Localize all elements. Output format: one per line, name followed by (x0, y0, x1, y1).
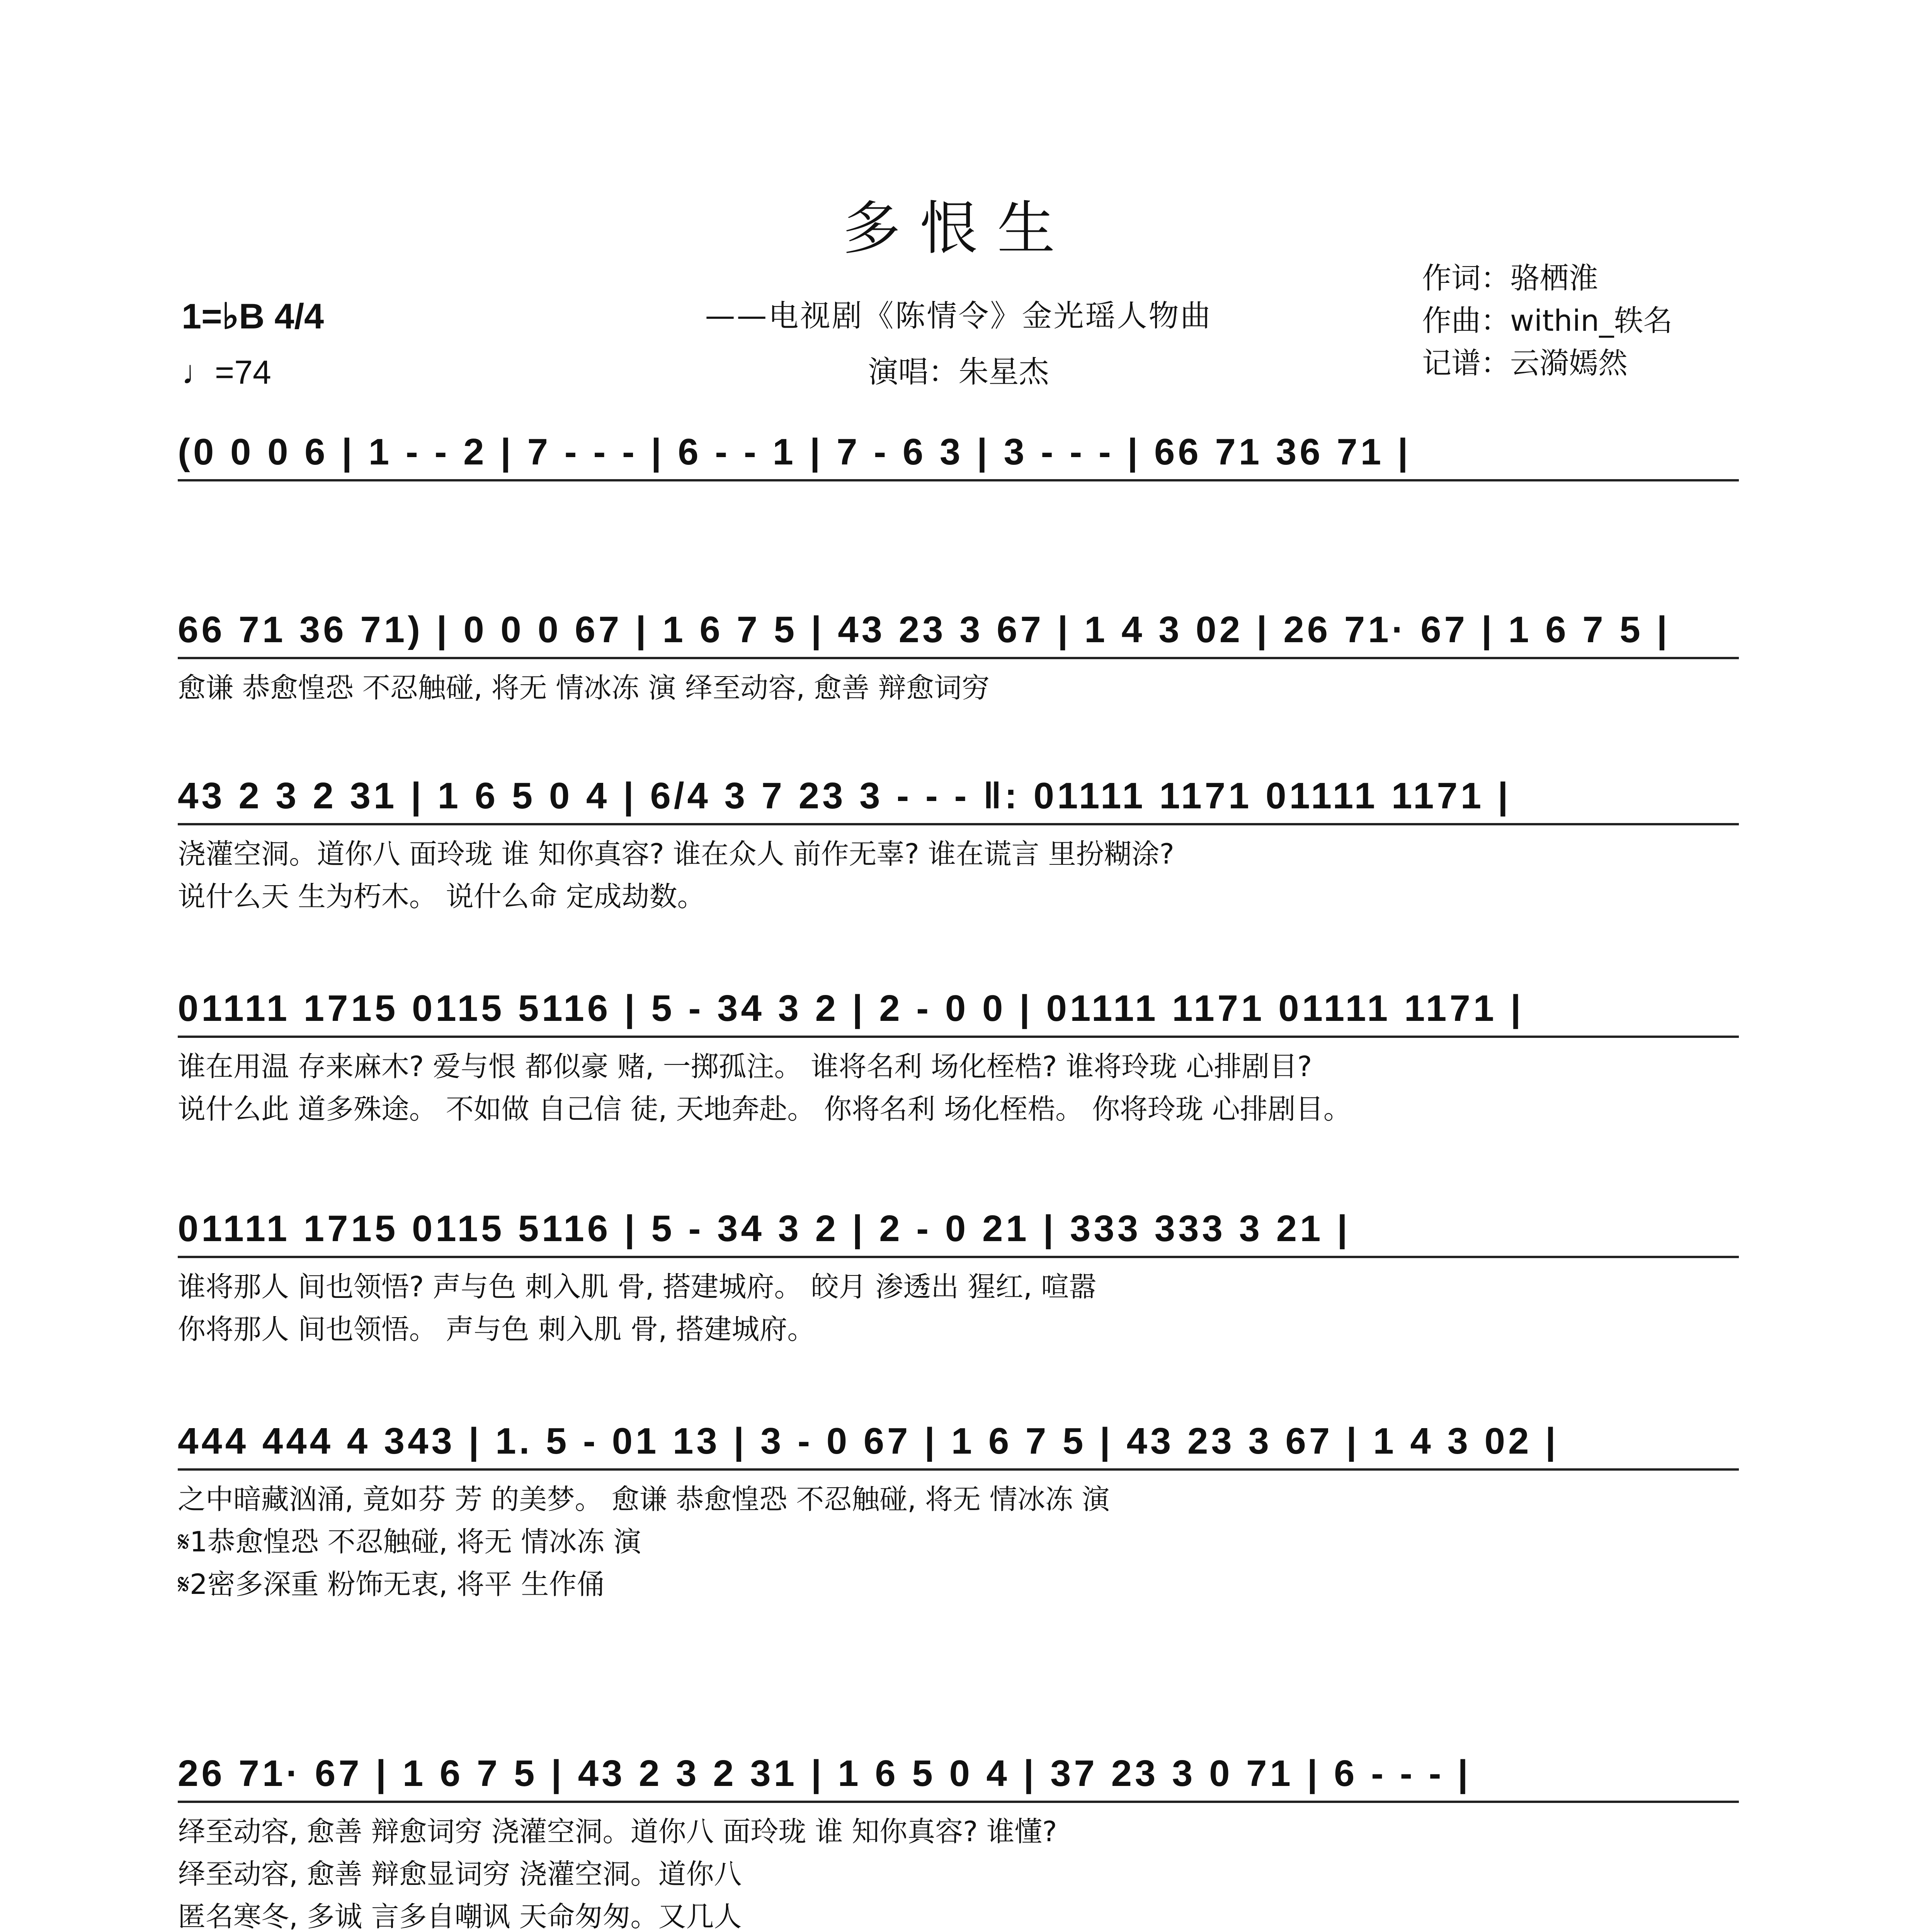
notation-line: 01111 1715 0115 5116 | 5 - 34 3 2 | 2 - 0 0 | 01111 1171 01111 1171 | (178, 981, 1739, 1038)
lyric-line-1: 之中暗藏汹涌, 竟如芬 芳 的美梦。 愈谦 恭愈惶恐 不忍触碰, 将无 情冰冻 演 (178, 1483, 1110, 1515)
lyric-line-1: 浇灌空洞。道你八 面玲珑 谁 知你真容? 谁在众人 前作无辜? 谁在谎言 里扮糊涂? (178, 838, 1174, 870)
notation-line: 43 2 3 2 31 | 1 6 5 0 4 | 6/4 3 7 23 3 - - - ‖: 01111 1171 01111 1171 | (178, 769, 1739, 825)
lyric-line-1: 谁将那人 间也领悟? 声与色 刺入肌 骨, 搭建城府。 皎月 渗透出 猩红, 喧嚣 (178, 1270, 1097, 1303)
score-system-6 (178, 1414, 1739, 1631)
score-system-5 (178, 1202, 1739, 1418)
lyric-line-2: 𝄋1恭愈惶恐 不忍触碰, 将无 情冰冻 演 (178, 1526, 641, 1558)
notation-line: 444 444 4 343 | 1. 5 - 01 13 | 3 - 0 67 | 1 6 7 5 | 43 23 3 67 | 1 4 3 02 | (178, 1414, 1739, 1471)
lyric-line-1: 绎至动容, 愈善 辩愈词穷 浇灌空洞。道你八 面玲珑 谁 知你真容? 谁懂? (178, 1815, 1057, 1848)
notation-line: 66 71 36 71) | 0 0 0 67 | 1 6 7 5 | 43 23 3 67 | 1 4 3 02 | 26 71· 67 | 1 6 7 5 | (178, 603, 1739, 659)
singer-credit: 演唱：朱星杰 (868, 355, 1049, 389)
song-title: 多恨生 (842, 195, 1075, 262)
lyric-line-1: 愈谦 恭愈惶恐 不忍触碰, 将无 情冰冻 演 绎至动容, 愈善 辩愈词穷 (178, 672, 990, 704)
lyric-line-2: 你将那人 间也领悟。 声与色 刺入肌 骨, 搭建城府。 (178, 1313, 815, 1345)
score-system-3 (178, 769, 1739, 985)
lyric-line-3: 匿名寒冬, 多诚 言多自嘲讽 天命匆匆。又几人 (178, 1900, 742, 1932)
lyric-line-2: 绎至动容, 愈善 辩愈显词穷 浇灌空洞。道你八 (178, 1858, 742, 1890)
lyricist-credit: 作词：骆栖淮 (1422, 261, 1598, 295)
lyric-line-2: 说什么天 生为朽木。 说什么命 定成劫数。 (178, 880, 705, 913)
notation-line: 01111 1715 0115 5116 | 5 - 34 3 2 | 2 - 0 21 | 333 333 3 21 | (178, 1202, 1739, 1258)
score-system-7 (178, 1747, 1739, 1932)
tempo-marking: ♩=74 (182, 354, 271, 391)
lyric-line-1: 谁在用温 存来麻木? 爱与恨 都似豪 赌, 一掷孤注。 谁将名利 场化桎梏? 谁将玲珑 心排剧目? (178, 1050, 1312, 1083)
key-signature: 1=♭B 4/4 (182, 297, 324, 336)
notation-line: 26 71· 67 | 1 6 7 5 | 43 2 3 2 31 | 1 6 5 0 4 | 37 23 3 0 71 | 6 - - - | (178, 1747, 1739, 1803)
transcriber-credit: 记谱：云漪嫣然 (1422, 346, 1628, 380)
notation-line: (0 0 0 6 | 1 - - 2 | 7 - - - | 6 - - 1 | 7 - 6 3 | 3 - - - | 66 71 36 71 | (178, 425, 1739, 481)
score-system-4 (178, 981, 1739, 1198)
lyric-line-3: 𝄋2密多深重 粉饰无衷, 将平 生作俑 (178, 1568, 605, 1600)
song-subtitle: ——电视剧《陈情令》金光瑶人物曲 (705, 299, 1212, 333)
composer-credit: 作曲：within_轶名 (1422, 303, 1673, 338)
lyric-line-2: 说什么此 道多殊途。 不如做 自己信 徒, 天地奔赴。 你将名利 场化桎梏。 你将玲珑 心排剧目。 (178, 1093, 1351, 1125)
credits-block (1422, 257, 1673, 384)
